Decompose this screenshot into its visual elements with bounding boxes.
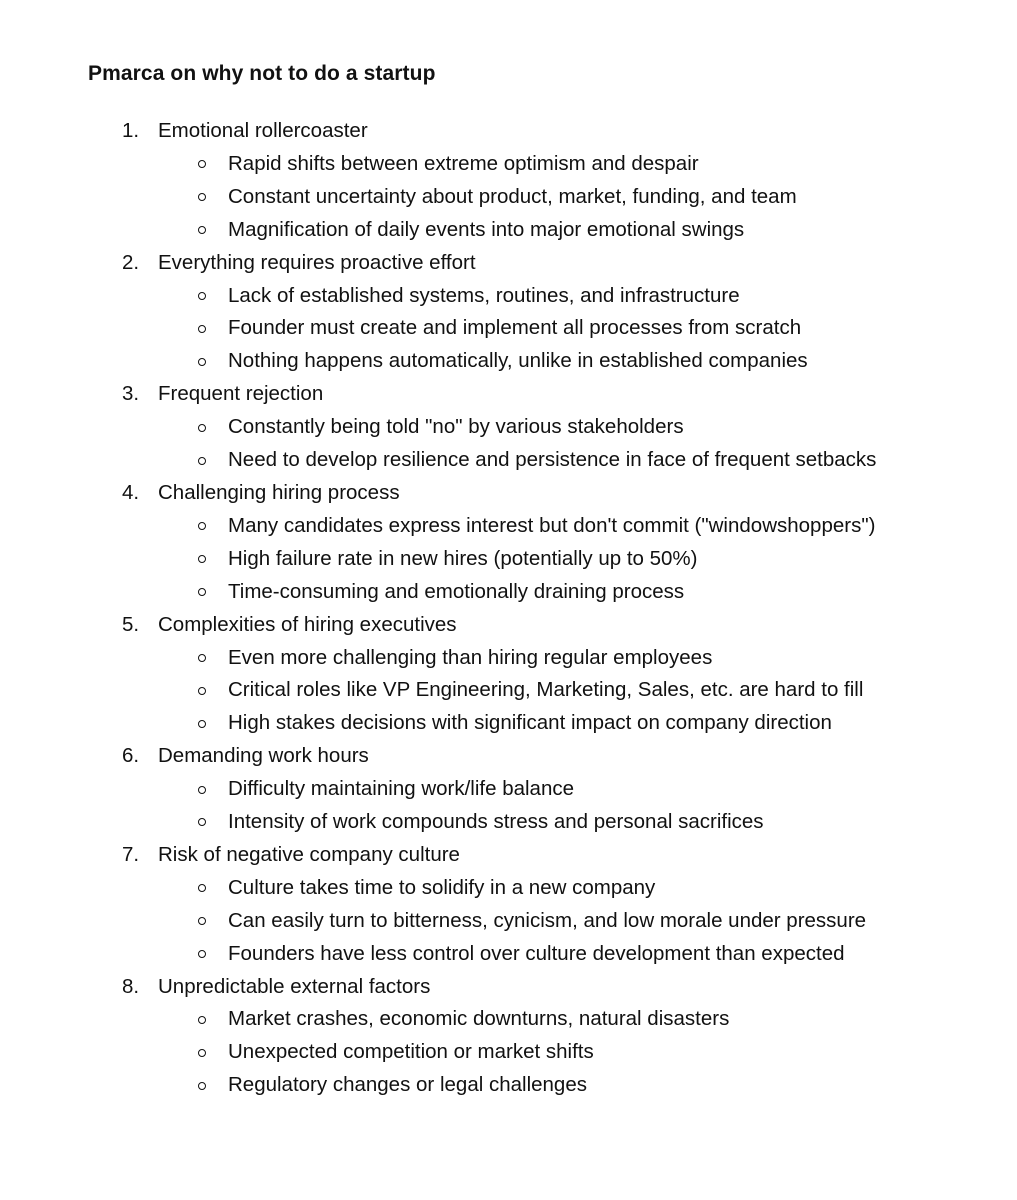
list-item-heading-row bbox=[88, 839, 988, 872]
list-number: 1. bbox=[122, 119, 140, 142]
sub-list-item bbox=[88, 707, 988, 740]
sub-list-item bbox=[88, 444, 988, 477]
list-item bbox=[88, 740, 988, 839]
hollow-circle-bullet-icon bbox=[196, 214, 208, 247]
sub-list-item bbox=[88, 576, 988, 609]
list-number: 4. bbox=[122, 480, 140, 504]
sub-list-item-text: Culture takes time to solidify in a new company bbox=[228, 875, 656, 899]
sub-list-item bbox=[88, 312, 988, 345]
document-body bbox=[88, 58, 988, 1102]
sub-list-item bbox=[88, 1069, 988, 1102]
list-item bbox=[88, 971, 988, 1103]
sub-list bbox=[88, 773, 988, 839]
hollow-circle-bullet-icon bbox=[196, 148, 208, 181]
list-number: 7. bbox=[122, 842, 140, 866]
list-number: 3. bbox=[122, 382, 140, 406]
sub-list-item bbox=[88, 214, 988, 247]
list-item-heading-row bbox=[88, 477, 988, 510]
sub-list bbox=[88, 411, 988, 477]
sub-list-item bbox=[88, 411, 988, 444]
list-item-heading: Emotional rollercoaster bbox=[158, 119, 368, 142]
sub-list-item-text: Critical roles like VP Engineering, Marketing, Sales, etc. are hard to fill bbox=[228, 678, 864, 702]
sub-list-item bbox=[88, 181, 988, 214]
hollow-circle-bullet-icon bbox=[196, 872, 208, 905]
sub-list-item-text: Need to develop resilience and persistence in face of frequent setbacks bbox=[228, 448, 877, 472]
sub-list bbox=[88, 642, 988, 741]
sub-list-item-text: High failure rate in new hires (potentially up to 50%) bbox=[228, 546, 698, 570]
list-item-heading: Unpredictable external factors bbox=[158, 974, 431, 998]
list-item bbox=[88, 115, 988, 247]
sub-list bbox=[88, 510, 988, 609]
hollow-circle-bullet-icon bbox=[196, 280, 208, 313]
hollow-circle-bullet-icon bbox=[196, 444, 208, 477]
sub-list-item bbox=[88, 905, 988, 938]
hollow-circle-bullet-icon bbox=[196, 674, 208, 707]
list-item-heading-row bbox=[88, 247, 988, 280]
hollow-circle-bullet-icon bbox=[196, 1036, 208, 1069]
sub-list-item bbox=[88, 510, 988, 543]
sub-list-item-text: Time-consuming and emotionally draining process bbox=[228, 579, 685, 603]
sub-list-item-text: Difficulty maintaining work/life balance bbox=[228, 777, 575, 801]
list-item-heading: Everything requires proactive effort bbox=[158, 250, 476, 274]
sub-list-item-text: Founders have less control over culture development than expected bbox=[228, 941, 845, 965]
list-number: 8. bbox=[122, 974, 140, 998]
sub-list-item-text: Intensity of work compounds stress and personal sacrifices bbox=[228, 810, 764, 834]
sub-list-item bbox=[88, 148, 988, 181]
sub-list-item-text: Constant uncertainty about product, market, funding, and team bbox=[228, 184, 797, 208]
list-item-heading-row bbox=[88, 609, 988, 642]
sub-list-item-text: Many candidates express interest but don't commit ("windowshoppers") bbox=[228, 513, 876, 537]
hollow-circle-bullet-icon bbox=[196, 510, 208, 543]
sub-list-item-text: Founder must create and implement all processes from scratch bbox=[228, 316, 802, 340]
list-item-heading: Complexities of hiring executives bbox=[158, 612, 457, 636]
hollow-circle-bullet-icon bbox=[196, 1003, 208, 1036]
list-item-heading: Challenging hiring process bbox=[158, 480, 400, 504]
hollow-circle-bullet-icon bbox=[196, 576, 208, 609]
document-title: Pmarca on why not to do a startup bbox=[88, 62, 436, 85]
list-item bbox=[88, 609, 988, 741]
list-number: 6. bbox=[122, 744, 140, 768]
numbered-list bbox=[88, 115, 988, 1102]
hollow-circle-bullet-icon bbox=[196, 905, 208, 938]
hollow-circle-bullet-icon bbox=[196, 642, 208, 675]
sub-list-item bbox=[88, 543, 988, 576]
list-item-heading: Frequent rejection bbox=[158, 382, 324, 406]
sub-list-item-text: Can easily turn to bitterness, cynicism, and low morale under pressure bbox=[228, 908, 867, 932]
sub-list-item bbox=[88, 345, 988, 378]
list-number: 2. bbox=[122, 250, 140, 274]
hollow-circle-bullet-icon bbox=[196, 543, 208, 576]
list-item-heading-row bbox=[88, 378, 988, 411]
sub-list-item-text: Lack of established systems, routines, and infrastructure bbox=[228, 283, 740, 307]
list-item bbox=[88, 839, 988, 971]
sub-list-item-text: Regulatory changes or legal challenges bbox=[228, 1073, 587, 1097]
sub-list bbox=[88, 148, 988, 247]
sub-list-item-text: Unexpected competition or market shifts bbox=[228, 1040, 594, 1064]
hollow-circle-bullet-icon bbox=[196, 312, 208, 345]
sub-list-item bbox=[88, 1036, 988, 1069]
sub-list bbox=[88, 280, 988, 379]
list-item-heading: Demanding work hours bbox=[158, 744, 369, 768]
hollow-circle-bullet-icon bbox=[196, 707, 208, 740]
list-item bbox=[88, 477, 988, 609]
sub-list-item-text: High stakes decisions with significant impact on company direction bbox=[228, 711, 832, 735]
sub-list bbox=[88, 872, 988, 971]
sub-list-item bbox=[88, 938, 988, 971]
hollow-circle-bullet-icon bbox=[196, 806, 208, 839]
sub-list-item bbox=[88, 806, 988, 839]
sub-list-item-text: Nothing happens automatically, unlike in established companies bbox=[228, 349, 808, 373]
list-item-heading-row bbox=[88, 115, 988, 148]
hollow-circle-bullet-icon bbox=[196, 181, 208, 214]
sub-list-item-text: Constantly being told "no" by various stakeholders bbox=[228, 415, 684, 439]
list-item-heading: Risk of negative company culture bbox=[158, 842, 460, 866]
sub-list-item-text: Even more challenging than hiring regular employees bbox=[228, 645, 713, 669]
hollow-circle-bullet-icon bbox=[196, 1069, 208, 1102]
list-item bbox=[88, 247, 988, 379]
sub-list-item bbox=[88, 642, 988, 675]
hollow-circle-bullet-icon bbox=[196, 938, 208, 971]
sub-list-item bbox=[88, 1003, 988, 1036]
sub-list-item bbox=[88, 773, 988, 806]
sub-list-item bbox=[88, 872, 988, 905]
sub-list-item-text: Market crashes, economic downturns, natural disasters bbox=[228, 1007, 730, 1031]
sub-list-item bbox=[88, 674, 988, 707]
list-item-heading-row bbox=[88, 971, 988, 1004]
hollow-circle-bullet-icon bbox=[196, 411, 208, 444]
list-item bbox=[88, 378, 988, 477]
sub-list-item-text: Rapid shifts between extreme optimism and despair bbox=[228, 151, 699, 175]
hollow-circle-bullet-icon bbox=[196, 773, 208, 806]
sub-list bbox=[88, 1003, 988, 1102]
list-number: 5. bbox=[122, 612, 140, 636]
sub-list-item-text: Magnification of daily events into major emotional swings bbox=[228, 217, 745, 241]
sub-list-item bbox=[88, 280, 988, 313]
list-item-heading-row bbox=[88, 740, 988, 773]
hollow-circle-bullet-icon bbox=[196, 345, 208, 378]
